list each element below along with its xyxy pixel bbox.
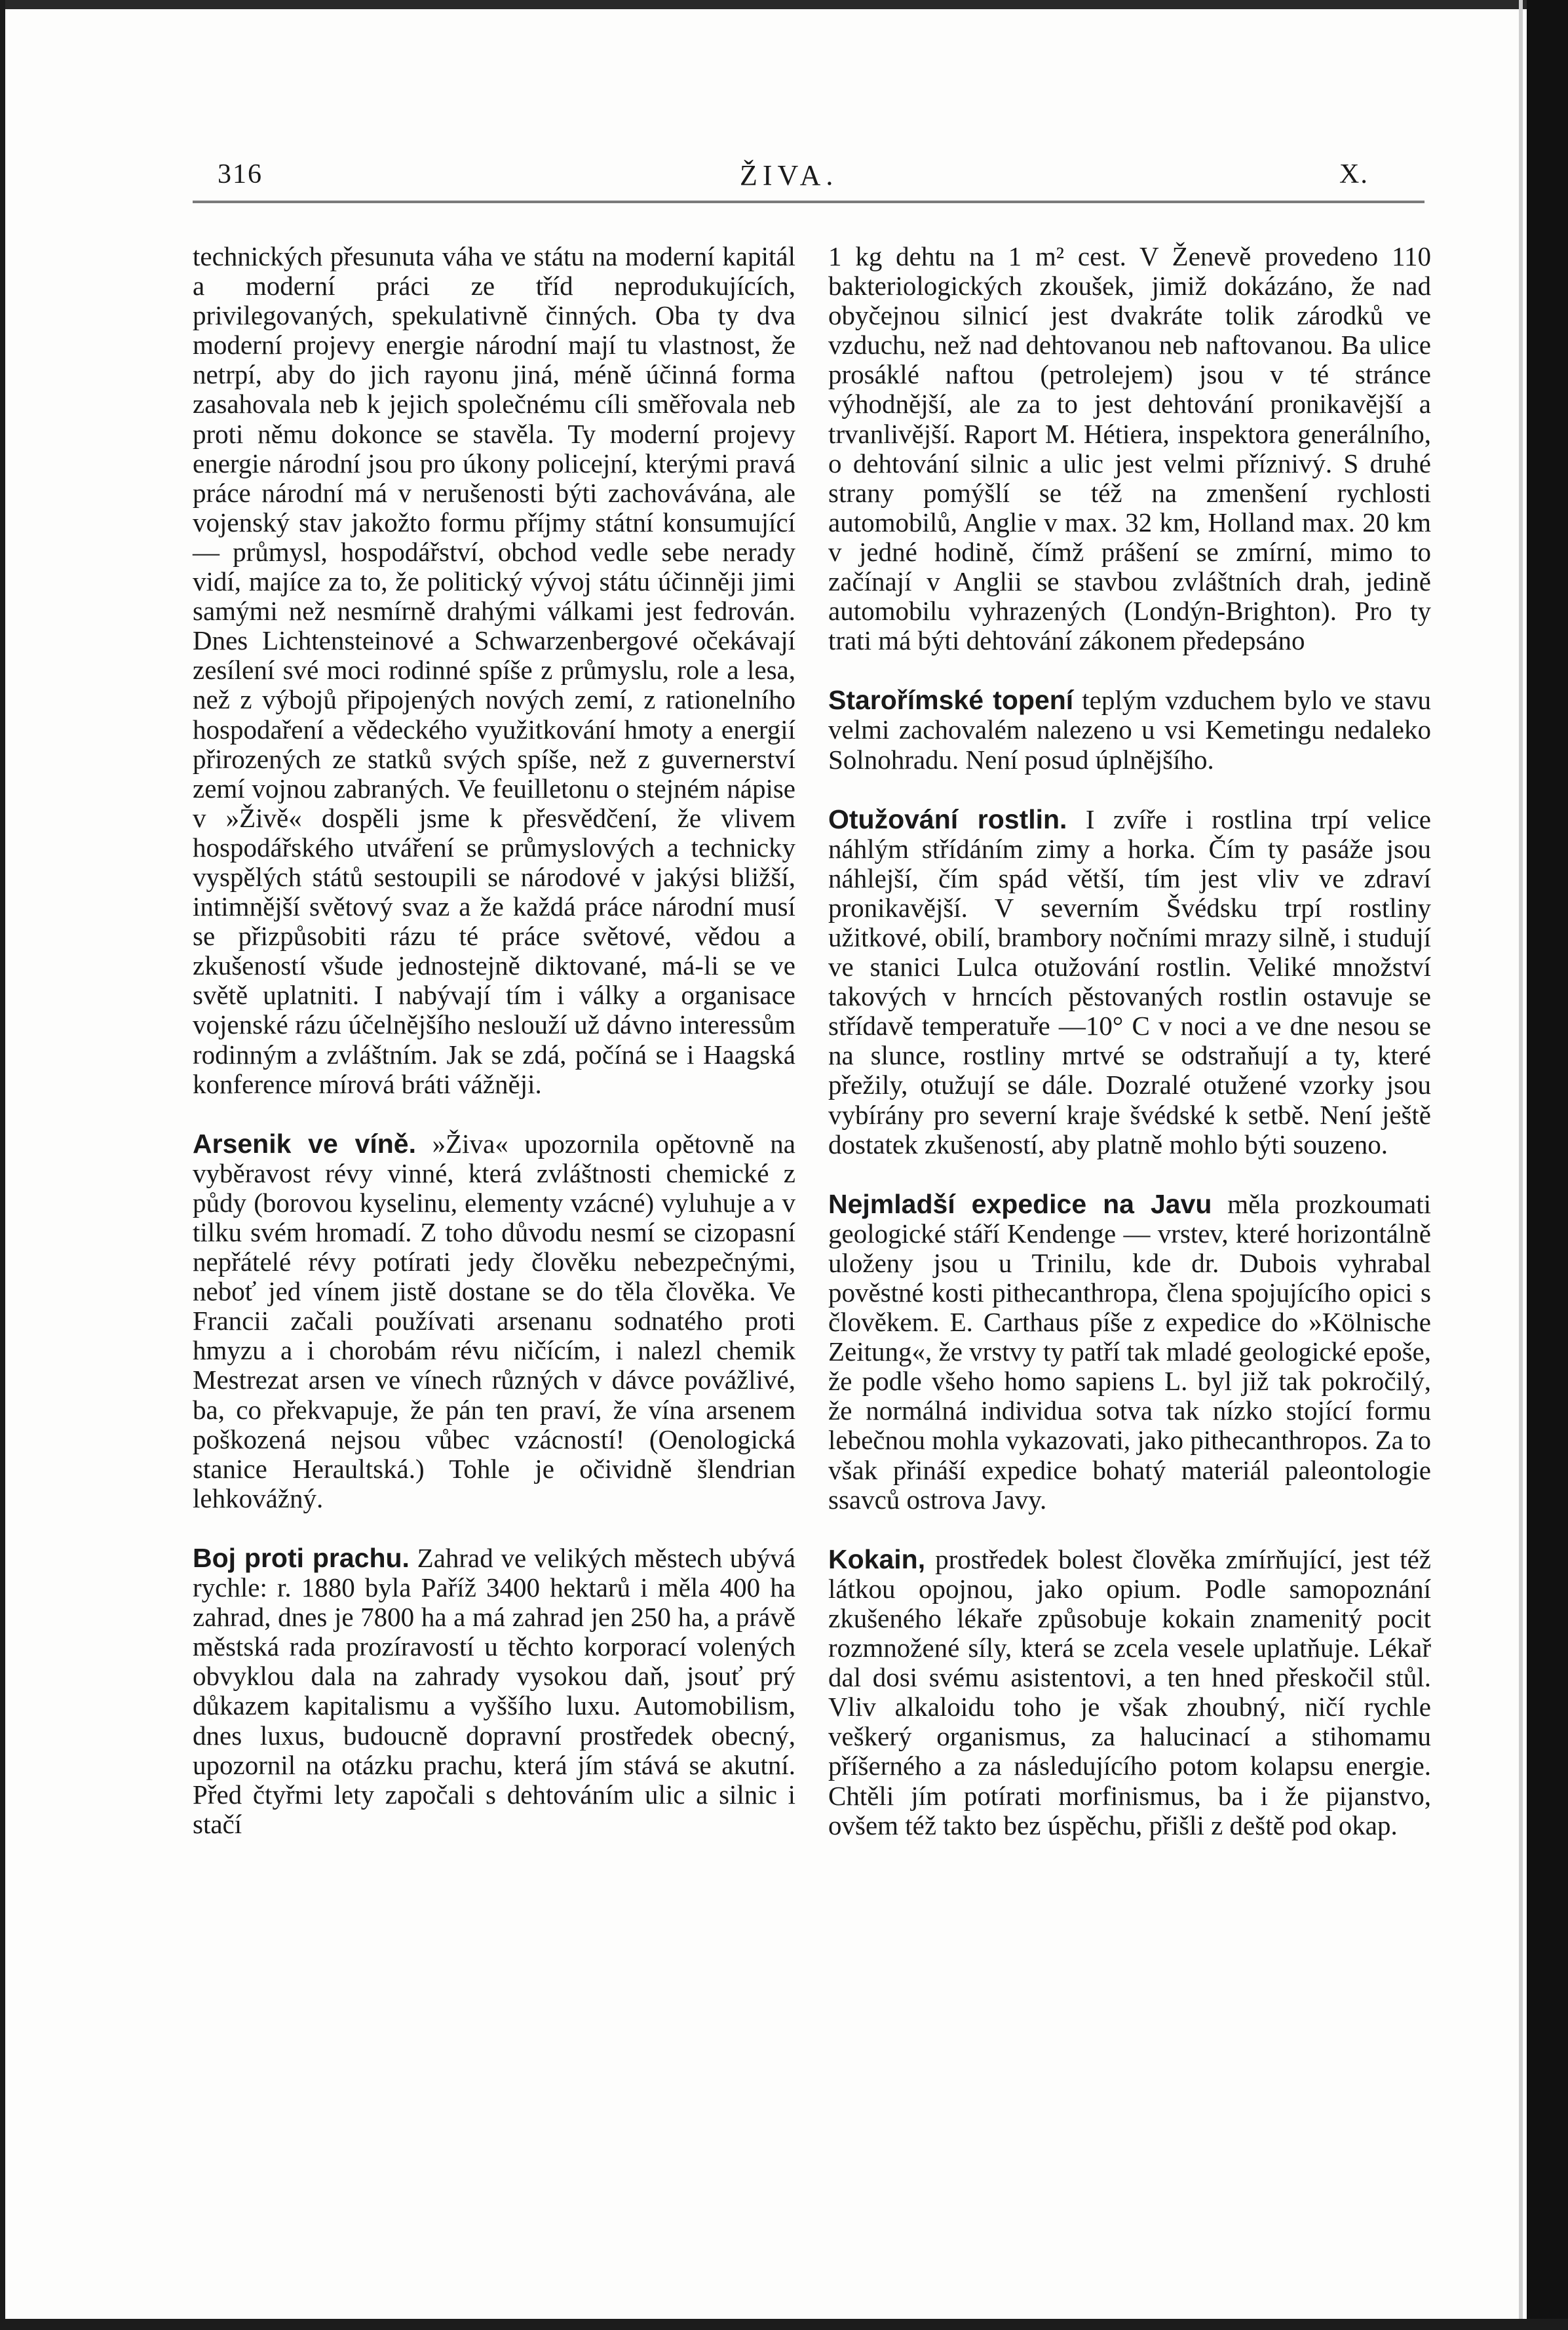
article-heading: Nejmladší expedice na Javu: [828, 1188, 1212, 1219]
article-continuation: technických přesunuta váha ve státu na moderní kapitál a moderní práci ze tříd neprodukujících, privilegovaných, spekulativně činných. Oba ty dva moderní projevy energie národní mají tu vlastnost, že netrpí, aby do jich rayonu jiná, méně účinná forma zasahovala neb k jejich společnému cíli směřovala neb proti němu dokonce se stavěla. Ty moderní projevy energie národní jsou pro úkony policejní, kterými pravá práce národní má v nerušenosti býti zachovávána, ale vojenský stav jakožto formu příjmy státní konsumující — průmysl, hospodářství, obchod vedle sebe nerady vidí, majíce za to, že politický vývoj státu účinněji jimi samými než nesmírně drahými válkami jest fedrován. Dnes Lichtensteinové a Schwarzenbergové očekávají zesílení své moci rodinné spíše z průmyslu, role a lesa, než z výbojů připojených nových zemí, z rationelního hospodaření a vědeckého využitkování hmoty a energií přirozených ze statků svých spíše, než z guvernerství zemí vojnou zabraných. Ve feuilletonu o stejném nápise v »Živě« dospěli jsme k přesvědčení, že vlivem hospodářského utváření se průmyslových a technicky vyspělých států sestoupili se národové v jakýsi bližší, intimnější světový svaz a že každá práce národní musí se přizpůsobiti rázu té práce světové, vědou a zkušeností všude jednostejně diktované, má-li se ve světě uplatniti. I nabývají tím i války a organisace vojenské rázu účelnějšího neslouží už dávno interessům rodinným a zvláštním. Jak se zdá, počíná se i Haagská konference mírová bráti vážněji.: [193, 241, 795, 1099]
article-dust: [193, 1544, 795, 1839]
left-column: [193, 242, 795, 1839]
article-heading: Arsenik ve víně.: [193, 1128, 416, 1159]
scan-frame-left: [0, 0, 5, 2330]
article-cocaine: [828, 1545, 1431, 1840]
right-column: [828, 242, 1431, 1840]
header-rule: [193, 201, 1425, 203]
article-body: I zvíře i rostlina trpí velice náhlým střídáním zimy a horka. Čím ty pasáže jsou náhlejší, čím spád větší, tím jest vliv ve zdraví pronikavější. V severním Švédsku trpí rostliny užitkové, obilí, brambory nočními mrazy silně, i studují ve stanici Lulca otužování rostlin. Veliké množství takových v hrncích pěstovaných rostlin ostavuje se střídavě temperatuře —10° C v noci a ve dne nesou se na slunce, rostliny mrtvé se odstraňují a ty, které přežily, otužují se dále. Dozralé otužené vzorky jsou vybírány pro severní kraje švédské k setbě. Není ještě dostatek zkušeností, aby platně mohlo býti souzeno.: [828, 804, 1431, 1159]
article-plant-hardening: [828, 805, 1431, 1159]
article-arsenic: [193, 1129, 795, 1513]
page-number: 316: [218, 159, 263, 189]
scan-frame-bottom: [0, 2319, 1568, 2330]
article-body: teplým vzduchem bylo ve stavu velmi zachovalém nalezeno u vsi Kemetingu nedaleko Solnohradu. Není posud úplnějšího.: [828, 685, 1431, 775]
journal-title: ŽIVA.: [740, 159, 839, 191]
article-roman-heating: [828, 686, 1431, 774]
scan-frame-top: [0, 0, 1568, 9]
scan-frame-right: [1527, 0, 1568, 2330]
article-body: prostředek bolest člověka zmírňující, jest též látkou opojnou, jako opium. Podle samopoznání zkušeného lékaře způsobuje kokain znamenitý pocit rozmnožené síly, která se zcela vesele uplatňuje. Lékař dal dosi svému asistentovi, a ten hned přeskočil stůl. Vliv alkaloidu toho je však zhoubný, ničí rychle veškerý organismus, za halucinací a stihomamu příšerného a za následujícího potom kolapsu energie. Chtěli jím potírati morfinismus, ba i že pijanstvo, ovšem též takto bez úspěchu, přišli z deště pod okap.: [828, 1544, 1431, 1840]
journal-page: [9, 9, 1519, 2319]
article-heading: Otužování rostlin.: [828, 804, 1067, 834]
article-java-expedition: [828, 1190, 1431, 1515]
article-heading: Boj proti prachu.: [193, 1542, 410, 1573]
volume-number: X.: [1339, 159, 1369, 189]
scan-frame-right-edge: [1519, 0, 1523, 2330]
article-dust-continued: 1 kg dehtu na 1 m² cest. V Ženevě provedeno 110 bakteriologických zkoušek, jimiž dokázáno, že nad obyčejnou silnicí jest dvakráte tolik zárodků ve vzduchu, než nad dehtovanou neb naftovanou. Ba ulice prosáklé naftou (petrolejem) jsou v té stránce výhodnější, ale za to jest dehtování pronikavější a trvanlivější. Raport M. Hétiera, inspektora generálního, o dehtování silnic a ulic jest velmi příznivý. S druhé strany pomýšlí se též na zmenšení rychlosti automobilů, Anglie v max. 32 km, Holland max. 20 km v jedné hodině, čímž prášení se zmírní, mimo to začínají v Anglii se stavbou zvláštních drah, jedině automobilu vyhrazených (Londýn-Brighton). Pro ty trati má býti dehtování zákonem předepsáno: [828, 241, 1431, 656]
article-body: Zahrad ve velikých městech ubývá rychle: r. 1880 byla Paříž 3400 hektarů i měla 400 ha zahrad, dnes je 7800 ha a má zahrad jen 250 ha, a právě městská rada prozíravostí u těchto korporací volených obvyklou dala na zahrady vysokou daň, jsouť prý důkazem kapitalismu a vyššího luxu. Automobilism, dnes luxus, budoucně dopravní prostředek obecný, upozornil na otázku prachu, která jím stává se akutní. Před čtyřmi lety započali s dehtováním ulic a silnic i stačí: [193, 1542, 796, 1839]
article-heading: Starořímské topení: [828, 685, 1074, 716]
article-body: »Živa« upozornila opětovně na vyběravost révy vinné, která zvláštnosti chemické z půdy (borovou kyselinu, elementy vzácné) vyluhuje a v tilku svém hromadí. Z toho důvodu nesmí se cizopasní nepřátelé révy potírati jedy člověku nebezpečnými, neboť jed vínem jistě dostane se do těla člověka. Ve Francii začali používati arsenanu sodnatého proti hmyzu a i chorobám révu ničícím, i nalezl chemik Mestrezat arsen ve vínech různých v dávce povážlivé, ba, co překvapuje, že pán ten praví, že vína arsenem poškozená nejsou vůbec vzácností! (Oenologická stanice Heraultská.) Tohle je očividně šlendrian lehkovážný.: [193, 1128, 795, 1513]
article-heading: Kokain,: [828, 1544, 926, 1574]
article-body: měla prozkoumati geologické stáří Kendenge — vrstev, které horizontálně uloženy jsou u Trinilu, kde dr. Dubois vyhrabal pověstné kosti pithecanthropa, člena spojujícího opici s člověkem. E. Carthaus píše z expedice do »Kölnische Zeitung«, že vrstvy ty patří tak mladé geologické epoše, že podle všeho homo sapiens L. byl již tak pokročilý, že normálná individua sotva tak nízko stojící formu lebečnou mohla vykazovati, jako pithecanthropos. Za to však přináší expedice bohatý materiál paleontologie ssavců ostrova Javy.: [828, 1188, 1431, 1515]
